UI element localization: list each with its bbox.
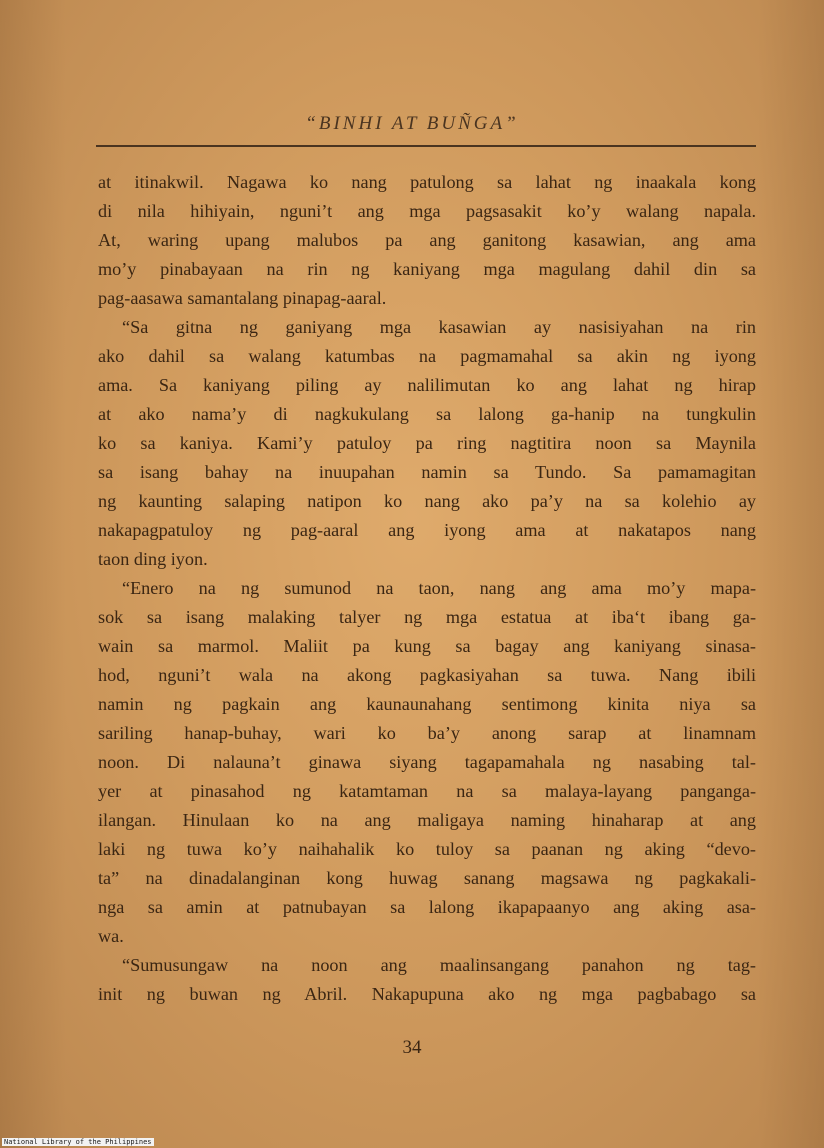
text-line: taon ding iyon. [98,549,208,569]
text-line: “Sa gitna ng ganiyang mga kasawian ay nasisiyahan na rin [122,317,756,337]
text-line: laki ng tuwa ko’y naihahalik ko tuloy sa paanan ng aking “devo- [98,839,756,859]
text-line: wain sa marmol. Maliit pa kung sa bagay ang kaniyang sinasa- [98,636,756,656]
running-head: “BINHI AT BUÑGA” [305,113,519,134]
library-watermark: National Library of the Philippines [4,1138,152,1146]
text-line: ng kaunting salaping natipon ko nang ako pa’y na sa kolehio ay [98,491,756,511]
page-number: 34 [402,1037,422,1058]
text-line: ako dahil sa walang katumbas na pagmamahal sa akin ng iyong [98,346,756,366]
text-line: noon. Di nalauna’t ginawa siyang tagapamahala ng nasabing tal- [98,752,756,772]
text-line: At, waring upang malubos pa ang ganitong kasawian, ang ama [98,230,756,250]
text-line: init ng buwan ng Abril. Nakapupuna ako ng mga pagbabago sa [98,984,756,1004]
text-line: namin ng pagkain ang kaunaunahang sentimong kinita niya sa [98,694,756,714]
body-text [98,168,756,1009]
text-line: sa isang bahay na inuupahan namin sa Tundo. Sa pamamagitan [98,462,756,482]
text-line: ko sa kaniya. Kami’y patuloy pa ring nagtitira noon sa Maynila [98,433,756,453]
paragraph [98,168,756,313]
text-line: ama. Sa kaniyang piling ay nalilimutan ko ang lahat ng hirap [98,375,756,395]
text-line: sok sa isang malaking talyer ng mga estatua at iba‘t ibang ga- [98,607,756,627]
paragraph [98,574,756,951]
text-line: nga sa amin at patnubayan sa lalong ikapapaanyo ang aking asa- [98,897,756,917]
paragraph [98,951,756,1009]
text-line: hod, nguni’t wala na akong pagkasiyahan sa tuwa. Nang ibili [98,665,756,685]
text-line: pag-aasawa samantalang pinapag-aaral. [98,288,387,308]
text-line: “Enero na ng sumunod na taon, nang ang ama mo’y mapa- [122,578,756,598]
header-rule [96,145,756,147]
text-line: sariling hanap-buhay, wari ko ba’y anong sarap at linamnam [98,723,756,743]
text-line: “Sumusungaw na noon ang maalinsangang panahon ng tag- [122,955,756,975]
text-line: wa. [98,926,124,946]
text-line: ta” na dinadalanginan kong huwag sanang magsawa ng pagkakali- [98,868,756,888]
text-line: mo’y pinabayaan na rin ng kaniyang mga magulang dahil din sa [98,259,756,279]
text-line: at itinakwil. Nagawa ko nang patulong sa lahat ng inaakala kong [98,172,756,192]
text-line: nakapagpatuloy ng pag-aaral ang iyong ama at nakatapos nang [98,520,756,540]
paragraph [98,313,756,574]
text-line: ilangan. Hinulaan ko na ang maligaya naming hinaharap at ang [98,810,756,830]
text-line: di nila hihiyain, nguni’t ang mga pagsasakit ko’y walang napala. [98,201,756,221]
text-line: at ako nama’y di nagkukulang sa lalong ga-hanip na tungkulin [98,404,756,424]
text-line: yer at pinasahod ng katamtaman na sa malaya-layang panganga- [98,781,756,801]
